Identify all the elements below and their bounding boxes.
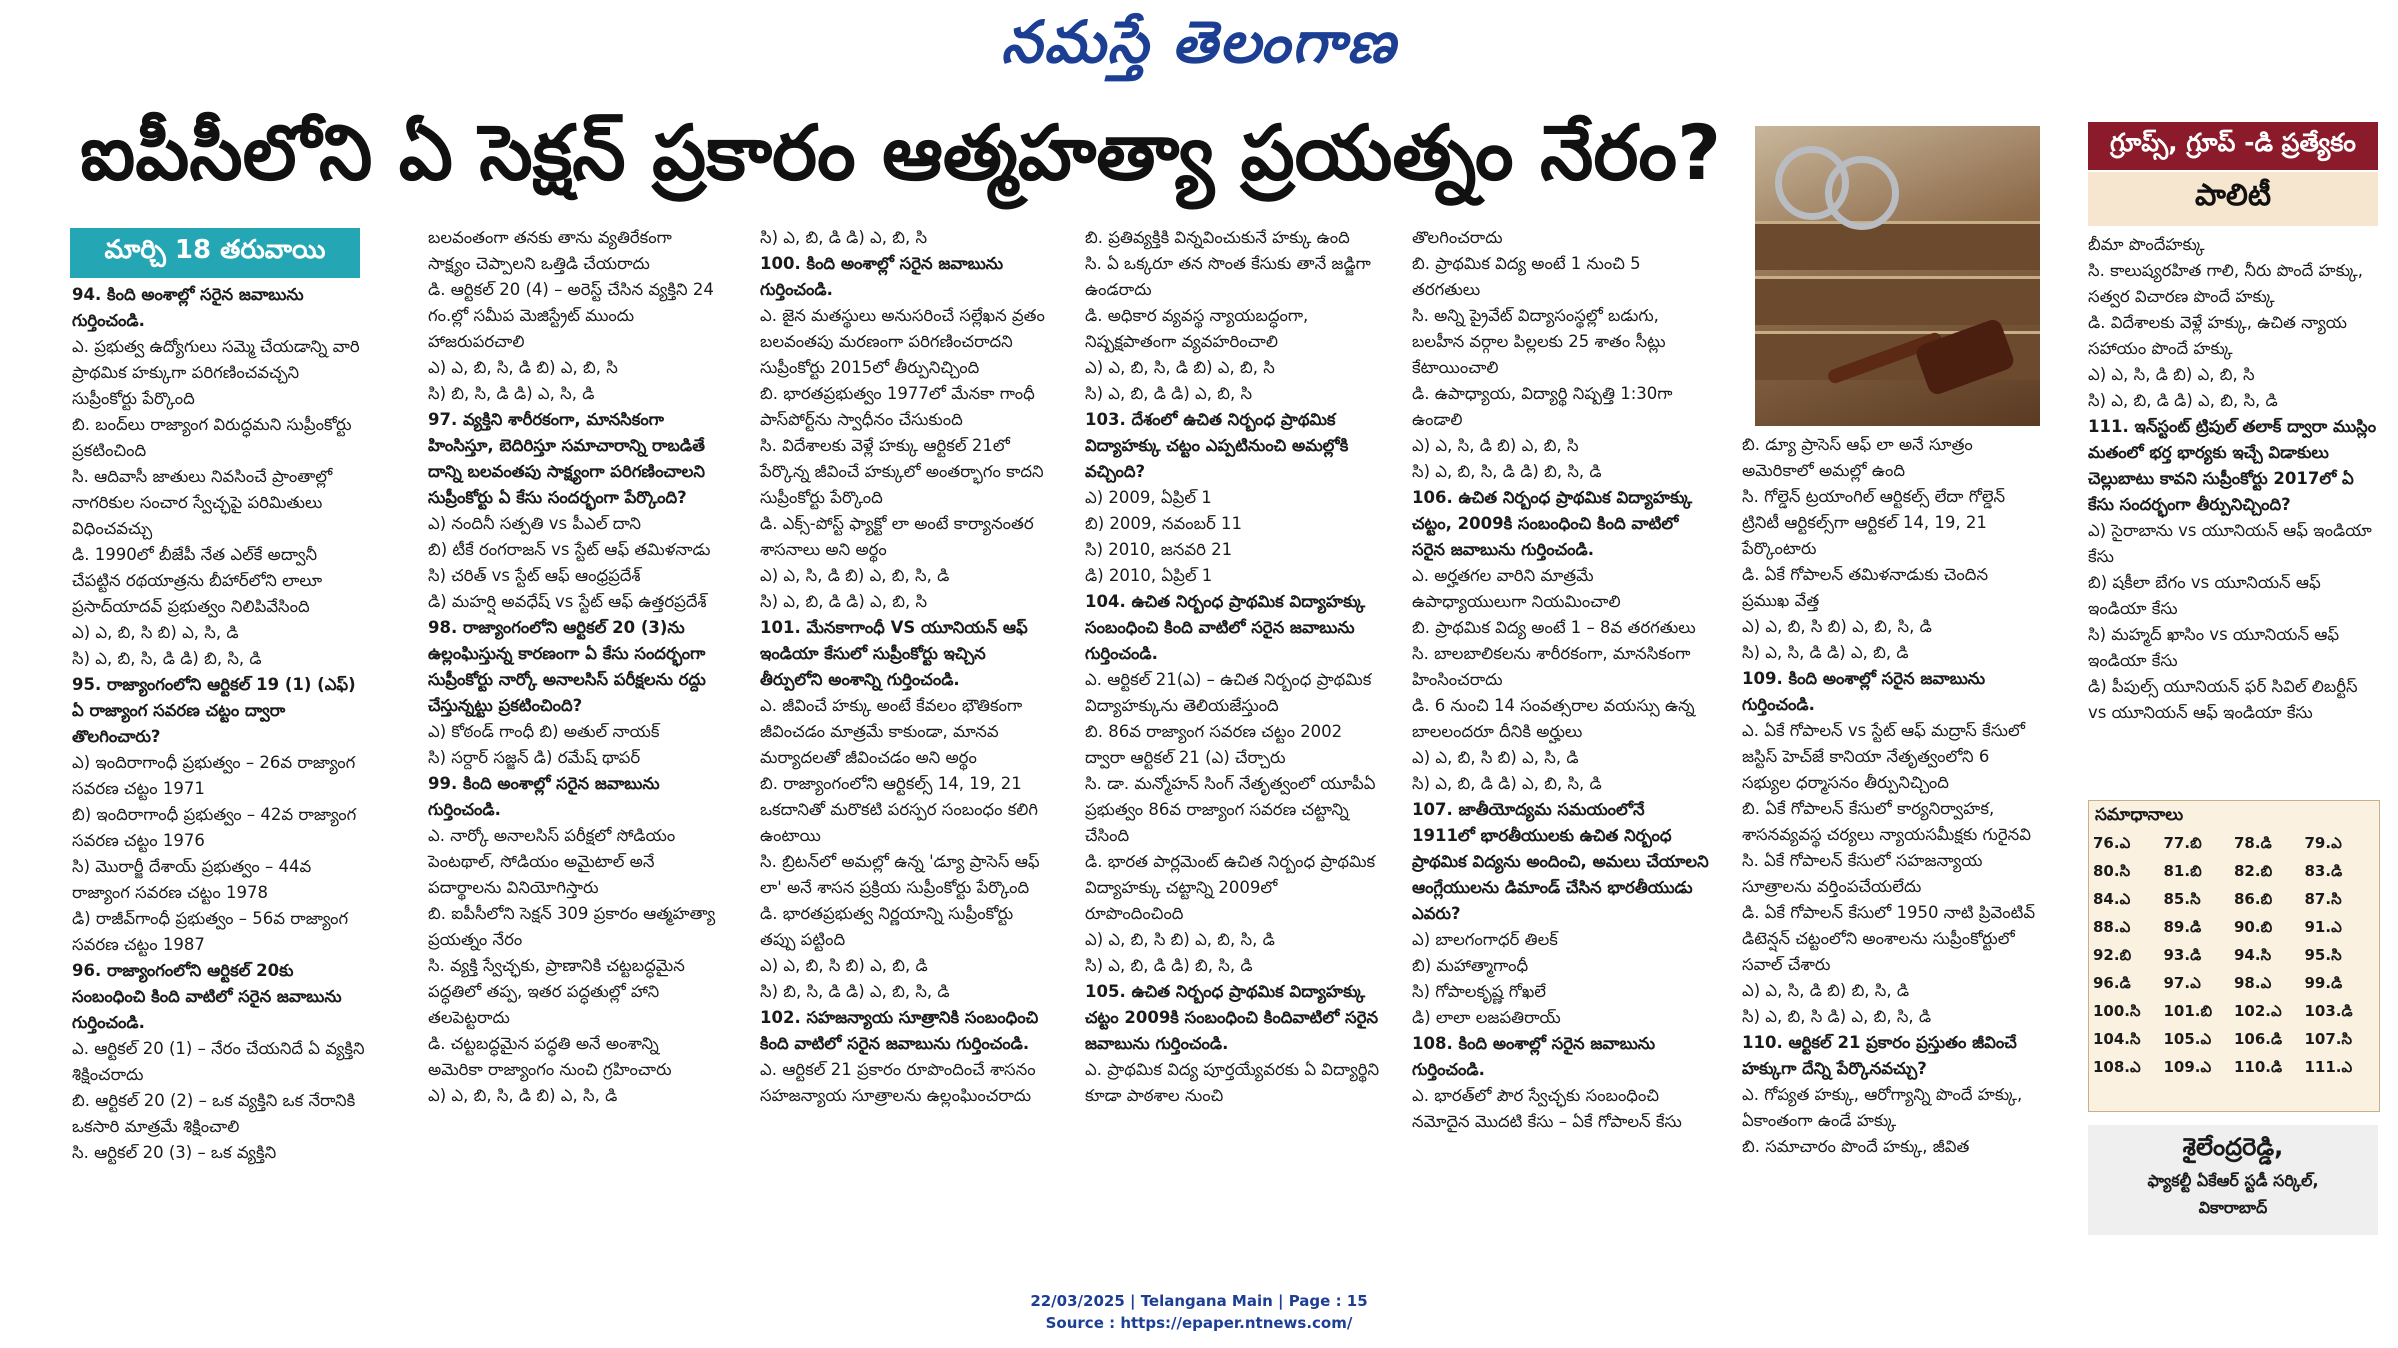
option-text: తొలగించరాదు bbox=[1412, 228, 1503, 247]
option-text: సి) ఎ, బి, డి డి) ఎ, బి, సి bbox=[760, 592, 928, 611]
option-text: సి) ఎ, బి, సి, డి డి) బి, సి, డి bbox=[72, 649, 262, 668]
option-text: ఎ) 2009, ఏప్రిల్ 1 bbox=[1085, 488, 1212, 507]
answer-cell: 84.ఎ bbox=[2093, 890, 2131, 908]
option-text: ఎ. ఆర్టికల్ 20 (1) – నేరం చేయనిదే ఏ వ్యక్తిని శిక్షించరాదు bbox=[72, 1039, 365, 1084]
option-text: ఎ) ఎ, బి, సి, డి బి) ఎ, సి, డి bbox=[428, 1086, 618, 1105]
option-text: సి. విదేశాలకు వెళ్లే హక్కు ఆర్టికల్ 21లో పేర్కొన్న జీవించే హక్కులో అంతర్భాగం కాదని సుప్రీంకోర్టు పేర్కొంది bbox=[760, 436, 1044, 507]
option-text: బి) మహాత్మాగాంధీ bbox=[1412, 956, 1529, 975]
option-text: బీమా పొందేహక్కు bbox=[2088, 235, 2205, 254]
option-text: సి) ఎ, బి, డి డి) ఎ, బి, సి bbox=[760, 228, 928, 247]
option-text: బి) 2009, నవంబర్ 11 bbox=[1085, 514, 1242, 533]
option-text: ఎ. నార్కో అనాలసిస్ పరీక్షలో సోడియం పెంటథాల్, సోడియం అమైటాల్ అనే పదార్థాలను వినియోగిస్తారు bbox=[428, 826, 676, 897]
question-text: 106. ఉచిత నిర్బంధ ప్రాథమిక విద్యాహక్కు చట్టం, 2009కి సంబంధించి కింది వాటిలో సరైన జవాబును గుర్తించండి. bbox=[1412, 488, 1693, 559]
answer-cell: 87.సి bbox=[2304, 890, 2342, 908]
option-text: సి) మహ్మద్ ఖాసిం vs యూనియన్ ఆఫ్ ఇండియా కేసు bbox=[2088, 625, 2340, 670]
answer-cell: 108.ఎ bbox=[2093, 1058, 2141, 1076]
option-text: ఎ) ఎ, బి, సి, డి బి) ఎ, బి, సి bbox=[428, 358, 618, 377]
answer-cell: 101.బి bbox=[2163, 1002, 2213, 1020]
option-text: బి) టీకే రంగరాజన్ vs స్టేట్ ఆఫ్ తమిళనాడు bbox=[428, 540, 711, 559]
option-text: ఎ. ప్రభుత్వ ఉద్యోగులు సమ్మె చేయడాన్ని వారి ప్రాథమిక హక్కుగా పరిగణించవచ్చని సుప్రీంకోర్టు పేర్కొంది bbox=[72, 337, 360, 408]
option-text: ఎ) ఎ, బి, సి బి) ఎ, సి, డి bbox=[1412, 748, 1579, 767]
answer-key-title: సమాధానాలు bbox=[2095, 805, 2184, 825]
option-text: డి. ఉపాధ్యాయ, విద్యార్థి నిష్పత్తి 1:30గా ఉండాలి bbox=[1412, 384, 1673, 429]
option-text: డి. 1990లో బీజేపీ నేత ఎల్‌కే అద్వానీ చేపట్టిన రథయాత్రను బీహార్‌లోని లాలూ ప్రసాద్‌యాదవ్ ప్రభుత్వం నిలిపివేసింది bbox=[72, 545, 323, 616]
option-text: ఎ) ఎ, బి, సి బి) ఎ, బి, డి bbox=[760, 956, 928, 975]
option-text: బి. సమాచారం పొందే హక్కు, జీవిత bbox=[1742, 1137, 1970, 1156]
option-text: ఎ. ఆర్టికల్ 21(ఎ) – ఉచిత నిర్బంధ ప్రాథమిక విద్యాహక్కును తెలియజేస్తుంది bbox=[1085, 670, 1372, 715]
option-text: బి. ఏకే గోపాలన్ కేసులో కార్యనిర్వాహక, శాసనవ్యవస్థ చర్యలు న్యాయసమీక్షకు గురైనవి bbox=[1742, 799, 2031, 844]
answer-cell: 94.సి bbox=[2234, 946, 2272, 964]
column-5 bbox=[1412, 225, 1712, 1135]
option-text: బి. ప్రాథమిక విద్య అంటే 1 – 8వ తరగతులు bbox=[1412, 618, 1696, 637]
option-text: డి) పీపుల్స్ యూనియన్ ఫర్ సివిల్ లిబర్టీస్ vs యూనియన్ ఆఫ్ ఇండియా కేసు bbox=[2088, 677, 2358, 722]
option-text: సి) ఎ, బి, సి, డి డి) బి, సి, డి bbox=[1412, 462, 1602, 481]
column-7 bbox=[2088, 232, 2378, 726]
option-text: ఎ) కోఠండ్ గాంధీ బి) అతుల్ నాయక్ bbox=[428, 722, 660, 741]
option-text: సి) బి, సి, డి డి) ఎ, బి, సి, డి bbox=[760, 982, 950, 1001]
footer-date-page: 22/03/2025 | Telangana Main | Page : 15 bbox=[1030, 1292, 1368, 1310]
answer-cell: 97.ఎ bbox=[2163, 974, 2201, 992]
answer-cell: 110.డి bbox=[2234, 1058, 2283, 1076]
answer-cell: 81.బి bbox=[2163, 862, 2202, 880]
option-text: సి. కాలుష్యరహిత గాలి, నీరు పొందే హక్కు, సత్వర విచారణ పొందే హక్కు bbox=[2088, 261, 2364, 306]
question-text: 110. ఆర్టికల్ 21 ప్రకారం ప్రస్తుతం జీవించే హక్కుగా దేన్ని పేర్కొనవచ్చు? bbox=[1742, 1033, 2017, 1078]
answer-key bbox=[2088, 800, 2380, 1112]
answer-cell: 106.డి bbox=[2234, 1030, 2283, 1048]
question-text: 101. మేనకాగాంధీ VS యూనియన్ ఆఫ్ ఇండియా కేసులో సుప్రీంకోర్టు ఇచ్చిన తీర్పులోని అంశాన్ని గుర్తించండి. bbox=[760, 618, 1028, 689]
option-text: ఎ. ఆర్టికల్ 21 ప్రకారం రూపొందించే శాసనం సహజన్యాయ సూత్రాలను ఉల్లంఘించరాదు bbox=[760, 1060, 1036, 1105]
option-text: ఎ) సైరాబాను vs యూనియన్ ఆఫ్ ఇండియా కేసు bbox=[2088, 521, 2372, 566]
author-location: వికారాబాద్ bbox=[2198, 1198, 2268, 1217]
law-books-gavel-photo bbox=[1755, 126, 2040, 426]
question-text: 109. కింది అంశాల్లో సరైన జవాబును గుర్తించండి. bbox=[1742, 669, 1986, 714]
option-text: బి. 86వ రాజ్యాంగ సవరణ చట్టం 2002 ద్వారా ఆర్టికల్ 21 (ఎ) చేర్చారు bbox=[1085, 722, 1343, 767]
option-text: సి) మొరార్జీ దేశాయ్ ప్రభుత్వం – 44వ రాజ్యాంగ సవరణ చట్టం 1978 bbox=[72, 857, 312, 902]
option-text: ఎ. అర్హతగల వారిని మాత్రమే ఉపాధ్యాయులుగా నియమించాలి bbox=[1412, 566, 1621, 611]
headline: ఐపీసీలోని ఏ సెక్షన్ ప్రకారం ఆత్మహత్యా ప్రయత్నం నేరం? bbox=[80, 108, 1722, 197]
question-text: 105. ఉచిత నిర్బంధ ప్రాథమిక విద్యాహక్కు చట్టం 2009కి సంబంధించి కిందివాటిలో సరైన జవాబును గుర్తించండి. bbox=[1085, 982, 1379, 1053]
question-text: 94. కింది అంశాల్లో సరైన జవాబును గుర్తించండి. bbox=[72, 285, 304, 330]
question-text: 102. సహజన్యాయ సూత్రానికి సంబంధించి కింది వాటిలో సరైన జవాబును గుర్తించండి. bbox=[760, 1008, 1039, 1053]
option-text: ఎ. గోప్యత హక్కు, ఆరోగ్యాన్ని పొందే హక్కు, ఏకాంతంగా ఉండే హక్కు bbox=[1742, 1085, 2023, 1130]
answer-cell: 104.సి bbox=[2093, 1030, 2141, 1048]
question-text: 100. కింది అంశాల్లో సరైన జవాబును గుర్తించండి. bbox=[760, 254, 1004, 299]
option-text: డి) 2010, ఏప్రిల్ 1 bbox=[1085, 566, 1213, 585]
answer-cell: 77.బి bbox=[2163, 834, 2202, 852]
option-text: ఎ) ఎ, సి, డి బి) ఎ, బి, సి, డి bbox=[760, 566, 950, 585]
column-1 bbox=[72, 282, 367, 1166]
question-text: 98. రాజ్యాంగంలోని ఆర్టికల్ 20 (3)ను ఉల్లంఘిస్తున్న కారణంగా ఏ కేసు సందర్భంగా సుప్రీంకోర్టు నార్కో అనాలసిస్ పరీక్షలను రద్దు చేస్తున్నట్టు ప్రకటించింది? bbox=[428, 618, 706, 715]
option-text: డి. చట్టబద్ధమైన పద్ధతి అనే అంశాన్ని అమెరికా రాజ్యాంగం నుంచి గ్రహించారు bbox=[428, 1034, 672, 1079]
masthead-logo: నమస్తే తెలంగాణ bbox=[1001, 8, 1397, 76]
option-text: సి. ఆదివాసీ జాతులు నివసించే ప్రాంతాల్లో నాగరికుల సంచార స్వేచ్ఛపై పరిమితులు విధించవచ్చు bbox=[72, 467, 333, 538]
author-affiliation: ఫ్యాకల్టీ ఏకేఆర్ స్టడీ సర్కిల్, bbox=[2147, 1171, 2319, 1190]
option-text: బి) ఇందిరాగాంధీ ప్రభుత్వం – 42వ రాజ్యాంగ సవరణ చట్టం 1976 bbox=[72, 805, 357, 850]
answer-cell: 91.ఎ bbox=[2304, 918, 2342, 936]
option-text: డి. విదేశాలకు వెళ్లే హక్కు, ఉచిత న్యాయ సహాయం పొందే హక్కు bbox=[2088, 313, 2348, 358]
answer-cell: 99.డి bbox=[2304, 974, 2343, 992]
column-3 bbox=[760, 225, 1050, 1109]
option-text: డి. ఏకే గోపాలన్ కేసులో 1950 నాటి ప్రివెంటివ్ డిటెన్షన్ చట్టంలోని అంశాలను సుప్రీంకోర్టులో సవాల్ చేశారు bbox=[1742, 903, 2036, 974]
answer-cell: 107.సి bbox=[2304, 1030, 2353, 1048]
answer-cell: 80.సి bbox=[2093, 862, 2131, 880]
option-text: సి) ఎ, బి, డి డి) ఎ, బి, సి, డి bbox=[2088, 391, 2278, 410]
answer-cell: 111.ఎ bbox=[2304, 1058, 2353, 1076]
answer-cell: 105.ఎ bbox=[2163, 1030, 2212, 1048]
column-2 bbox=[428, 225, 718, 1109]
option-text: సి. ఏకే గోపాలన్ కేసులో సహజన్యాయ సూత్రాలను వర్తింపచేయలేదు bbox=[1742, 851, 1983, 896]
answer-cell: 79.ఎ bbox=[2304, 834, 2342, 852]
option-text: ఎ. జైన మతస్థులు అనుసరించే సల్లేఖన వ్రతం బలవంతపు మరణంగా పరిగణించరాదని సుప్రీంకోర్టు 2015లో తీర్పునిచ్చింది bbox=[760, 306, 1045, 377]
option-text: సి) ఎ, బి, డి డి) ఎ, బి, సి, డి bbox=[1412, 774, 1602, 793]
option-text: ఎ) నందినీ సత్పతి vs పీఎల్ దాని bbox=[428, 514, 642, 533]
answer-cell: 90.బి bbox=[2234, 918, 2273, 936]
option-text: బి. ప్రతివ్యక్తికి విన్నవించుకునే హక్కు ఉంది bbox=[1085, 228, 1350, 247]
question-text: 96. రాజ్యాంగంలోని ఆర్టికల్ 20కు సంబంధించి కింది వాటిలో సరైన జవాబును గుర్తించండి. bbox=[72, 961, 342, 1032]
option-text: ఎ) ఎ, బి, సి బి) ఎ, బి, సి, డి bbox=[1085, 930, 1275, 949]
section-badge: గ్రూప్స్, గ్రూప్ -డి ప్రత్యేకం bbox=[2088, 122, 2378, 170]
answer-cell: 96.డి bbox=[2093, 974, 2131, 992]
answer-cell: 95.సి bbox=[2304, 946, 2342, 964]
author-name: శైలేంద్రరెడ్డి, bbox=[2182, 1133, 2284, 1161]
option-text: ఎ) ఎ, సి, డి బి) ఎ, బి, సి bbox=[1412, 436, 1579, 455]
option-text: డి. భారత పార్లమెంట్ ఉచిత నిర్బంధ ప్రాథమిక విద్యాహక్కు చట్టాన్ని 2009లో రూపొందించింది bbox=[1085, 852, 1376, 923]
question-text: 108. కింది అంశాల్లో సరైన జవాబును గుర్తించండి. bbox=[1412, 1034, 1656, 1079]
option-text: బి. బంద్‌లు రాజ్యాంగ విరుద్ధమని సుప్రీంకోర్టు ప్రకటించింది bbox=[72, 415, 352, 460]
column-4 bbox=[1085, 225, 1380, 1109]
answer-cell: 102.ఎ bbox=[2234, 1002, 2282, 1020]
option-text: డి. ఆర్టికల్ 20 (4) – అరెస్ట్ చేసిన వ్యక్తిని 24 గం.ల్లో సమీప మెజిస్ట్రేట్ ముందు హాజరుపరచాలి bbox=[428, 280, 714, 351]
option-text: సి) బి, సి, డి డి) ఎ, సి, డి bbox=[428, 384, 595, 403]
option-text: బి. డ్యూ ప్రాసెస్ ఆఫ్ లా అనే సూత్రం అమెరికాలో అమల్లో ఉంది bbox=[1742, 435, 1973, 480]
option-text: ఎ) బాలగంగాధర్ తిలక్ bbox=[1412, 930, 1558, 949]
column-6 bbox=[1742, 432, 2037, 1160]
option-text: డి. అధికార వ్యవస్థ న్యాయబద్ధంగా, నిష్పక్షపాతంగా వ్యవహరించాలి bbox=[1085, 306, 1309, 351]
option-text: ఎ) ఇందిరాగాంధీ ప్రభుత్వం – 26వ రాజ్యాంగ సవరణ చట్టం 1971 bbox=[72, 753, 356, 798]
option-text: సి. డా. మన్మోహన్ సింగ్ నేతృత్వంలో యూపీఏ ప్రభుత్వం 86వ రాజ్యాంగ సవరణ చట్టాన్ని చేసింది bbox=[1085, 774, 1376, 845]
option-text: సి) ఎ, సి, డి డి) ఎ, బి, డి bbox=[1742, 643, 1909, 662]
option-text: డి. ఎక్స్-పోస్ట్ ఫ్యాక్టో లా అంటే కార్యానంతర శాసనాలు అని అర్థం bbox=[760, 514, 1034, 559]
answer-key-table bbox=[2093, 831, 2375, 1083]
option-text: సి. అన్ని ప్రైవేట్ విద్యాసంస్థల్లో బడుగు, బలహీన వర్గాల పిల్లలకు 25 శాతం సీట్లు కేటాయించాలి bbox=[1412, 306, 1666, 377]
option-text: ఎ) ఎ, సి, డి బి) ఎ, బి, సి bbox=[2088, 365, 2255, 384]
option-text: ఎ. ఏకే గోపాలన్ vs స్టేట్ ఆఫ్ మద్రాస్ కేసులో జస్టిస్ హెచ్‌జే కానియా నేతృత్వంలోని 6 సభ్యుల ధర్మాసనం తీర్పునిచ్చింది bbox=[1742, 721, 2025, 792]
question-text: 103. దేశంలో ఉచిత నిర్బంధ ప్రాథమిక విద్యాహక్కు చట్టం ఎప్పటినుంచి అమల్లోకి వచ్చింది? bbox=[1085, 410, 1349, 481]
question-text: 99. కింది అంశాల్లో సరైన జవాబును గుర్తించండి. bbox=[428, 774, 660, 819]
answer-cell: 93.డి bbox=[2163, 946, 2202, 964]
option-text: బి. ఐపీసీలోని సెక్షన్ 309 ప్రకారం ఆత్మహత్యా ప్రయత్నం నేరం bbox=[428, 904, 716, 949]
option-text: డి) మహర్షి అవధేష్ vs స్టేట్ ఆఫ్ ఉత్తరప్రదేశ్ bbox=[428, 592, 707, 611]
option-text: బి) షకీలా బేగం vs యూనియన్ ఆఫ్ ఇండియా కేసు bbox=[2088, 573, 2321, 618]
question-text: 97. వ్యక్తిని శారీరకంగా, మానసికంగా హింసిస్తూ, బెదిరిస్తూ సమాచారాన్ని రాబడితే దాన్ని బలవంతపు సాక్ష్యంగా పరిగణించాలని సుప్రీంకోర్టు ఏ కేసు సందర్భంగా పేర్కొంది? bbox=[428, 410, 705, 507]
answer-cell: 100.సి bbox=[2093, 1002, 2141, 1020]
option-text: సి. గోల్డెన్ ట్రయాంగిల్ ఆర్టికల్స్ లేదా గోల్డెన్ ట్రినిటీ ఆర్టికల్స్‌గా ఆర్టికల్ 14, 19, 21 పేర్కొంటారు bbox=[1742, 487, 2006, 558]
option-text: బి. భారతప్రభుత్వం 1977లో మేనకా గాంధీ పాస్‌పోర్ట్‌ను స్వాధీనం చేసుకుంది bbox=[760, 384, 1035, 429]
answer-cell: 98.ఎ bbox=[2234, 974, 2272, 992]
answer-cell: 103.డి bbox=[2304, 1002, 2353, 1020]
answer-cell: 76.ఎ bbox=[2093, 834, 2131, 852]
option-text: సి. వ్యక్తి స్వేచ్ఛకు, ప్రాణానికి చట్టబద్ధమైన పద్ధతిలో తప్ప, ఇతర పద్ధతుల్లో హాని తలపెట్టరాదు bbox=[428, 956, 685, 1027]
author-credit bbox=[2088, 1125, 2378, 1235]
option-text: సి) ఎ, బి, సి డి) ఎ, బి, సి, డి bbox=[1742, 1007, 1932, 1026]
option-text: బి. రాజ్యాంగంలోని ఆర్టికల్స్ 14, 19, 21 ఒకదానితో మరొకటి పరస్పర సంబంధం కలిగి ఉంటాయి bbox=[760, 774, 1039, 845]
option-text: ఎ. జీవించే హక్కు అంటే కేవలం భౌతికంగా జీవించడం మాత్రమే కాకుండా, మానవ మర్యాదలతో జీవించడం అని అర్థం bbox=[760, 696, 1023, 767]
answer-cell: 92.బి bbox=[2093, 946, 2132, 964]
answer-cell: 88.ఎ bbox=[2093, 918, 2131, 936]
answer-cell: 78.డి bbox=[2234, 834, 2272, 852]
option-text: డి) రాజీవ్‌గాంధీ ప్రభుత్వం – 56వ రాజ్యాంగ సవరణ చట్టం 1987 bbox=[72, 909, 349, 954]
answer-cell: 86.బి bbox=[2234, 890, 2273, 908]
question-text: 111. ఇన్‌స్టంట్ ట్రిపుల్ తలాక్ ద్వారా ముస్లిం మతంలో భర్త భార్యకు ఇచ్చే విడాకులు చెల్లుబాటు కావని సుప్రీంకోర్టు 2017లో ఏ కేసు సందర్భంగా తీర్పునిచ్చింది? bbox=[2088, 417, 2377, 514]
option-text: సి) సర్దార్ సజ్జన్ డి) రమేష్ థాపర్ bbox=[428, 748, 641, 767]
subject-badge: పాలిటీ bbox=[2088, 172, 2378, 226]
option-text: ఎ) ఎ, బి, సి బి) ఎ, బి, సి, డి bbox=[1742, 617, 1932, 636]
footer-source: Source : https://epaper.ntnews.com/ bbox=[1045, 1314, 1353, 1332]
option-text: డి) లాలా లజపతిరాయ్ bbox=[1412, 1008, 1561, 1027]
page-footer bbox=[0, 1290, 2398, 1334]
answer-cell: 82.బి bbox=[2234, 862, 2273, 880]
option-text: బి. ఆర్టికల్ 20 (2) – ఒక వ్యక్తిని ఒక నేరానికి ఒకసారి మాత్రమే శిక్షించాలి bbox=[72, 1091, 356, 1136]
option-text: డి. ఏకే గోపాలన్ తమిళనాడుకు చెందిన ప్రముఖ వేత్త bbox=[1742, 565, 1989, 610]
option-text: ఎ. భారత్‌లో పౌర స్వేచ్ఛకు సంబంధించి నమోదైన మొదటి కేసు – ఏకే గోపాలన్ కేసు bbox=[1412, 1086, 1682, 1131]
answer-cell: 89.డి bbox=[2163, 918, 2202, 936]
option-text: డి. 6 నుంచి 14 సంవత్సరాల వయస్సు ఉన్న బాలలందరూ దీనికి అర్హులు bbox=[1412, 696, 1695, 741]
option-text: సి. ఏ ఒక్కరూ తన సొంత కేసుకు తానే జడ్జిగా ఉండరాదు bbox=[1085, 254, 1371, 299]
option-text: బి. ప్రాథమిక విద్య అంటే 1 నుంచి 5 తరగతులు bbox=[1412, 254, 1641, 299]
option-text: డి. భారతప్రభుత్వ నిర్ణయాన్ని సుప్రీంకోర్టు తప్పు పట్టింది bbox=[760, 904, 1014, 949]
option-text: సి. బాలబాలికలను శారీరకంగా, మానసికంగా హింసించరాదు bbox=[1412, 644, 1691, 689]
option-text: సి) ఎ, బి, డి డి) బి, సి, డి bbox=[1085, 956, 1253, 975]
option-text: బలవంతంగా తనకు తాను వ్యతిరేకంగా సాక్ష్యం చెప్పాలని ఒత్తిడి చేయరాదు bbox=[428, 228, 672, 273]
option-text: సి) గోపాలకృష్ణ గోఖలే bbox=[1412, 982, 1546, 1001]
option-text: ఎ. ప్రాథమిక విద్య పూర్తయ్యేవరకు ఏ విద్యార్థిని కూడా పాఠశాల నుంచి bbox=[1085, 1060, 1380, 1105]
answer-cell: 109.ఎ bbox=[2163, 1058, 2212, 1076]
question-text: 95. రాజ్యాంగంలోని ఆర్టికల్ 19 (1) (ఎఫ్) ఏ రాజ్యాంగ సవరణ చట్టం ద్వారా తొలగించారు? bbox=[72, 675, 356, 746]
option-text: సి) చరిత్ vs స్టేట్ ఆఫ్ ఆంధ్రప్రదేశ్ bbox=[428, 566, 641, 585]
answer-cell: 83.డి bbox=[2304, 862, 2343, 880]
option-text: సి. ఆర్టికల్ 20 (3) – ఒక వ్యక్తిని bbox=[72, 1143, 277, 1162]
option-text: సి) 2010, జనవరి 21 bbox=[1085, 540, 1233, 559]
option-text: ఎ) ఎ, సి, డి బి) బి, సి, డి bbox=[1742, 981, 1910, 1000]
option-text: ఎ) ఎ, బి, సి, డి బి) ఎ, బి, సి bbox=[1085, 358, 1275, 377]
answer-cell: 85.సి bbox=[2163, 890, 2201, 908]
option-text: సి) ఎ, బి, డి డి) ఎ, బి, సి bbox=[1085, 384, 1253, 403]
option-text: ఎ) ఎ, బి, సి బి) ఎ, సి, డి bbox=[72, 623, 239, 642]
series-tag: మార్చి 18 తరువాయి bbox=[70, 228, 360, 278]
option-text: సి. బ్రిటన్‌లో అమల్లో ఉన్న 'డ్యూ ప్రాసెస్ ఆఫ్ లా' అనే శాసన ప్రక్రియ సుప్రీంకోర్టు పేర్కొంది bbox=[760, 852, 1040, 897]
question-text: 107. జాతీయోద్యమ సమయంలోనే 1911లో భారతీయులకు ఉచిత నిర్బంధ ప్రాథమిక విద్యను అందించి, అమలు చేయాలని ఆంగ్లేయులను డిమాండ్ చేసిన భారతీయుడు ఎవరు? bbox=[1412, 800, 1709, 923]
question-text: 104. ఉచిత నిర్బంధ ప్రాథమిక విద్యాహక్కు సంబంధించి కింది వాటిలో సరైన జవాబును గుర్తించండి. bbox=[1085, 592, 1366, 663]
